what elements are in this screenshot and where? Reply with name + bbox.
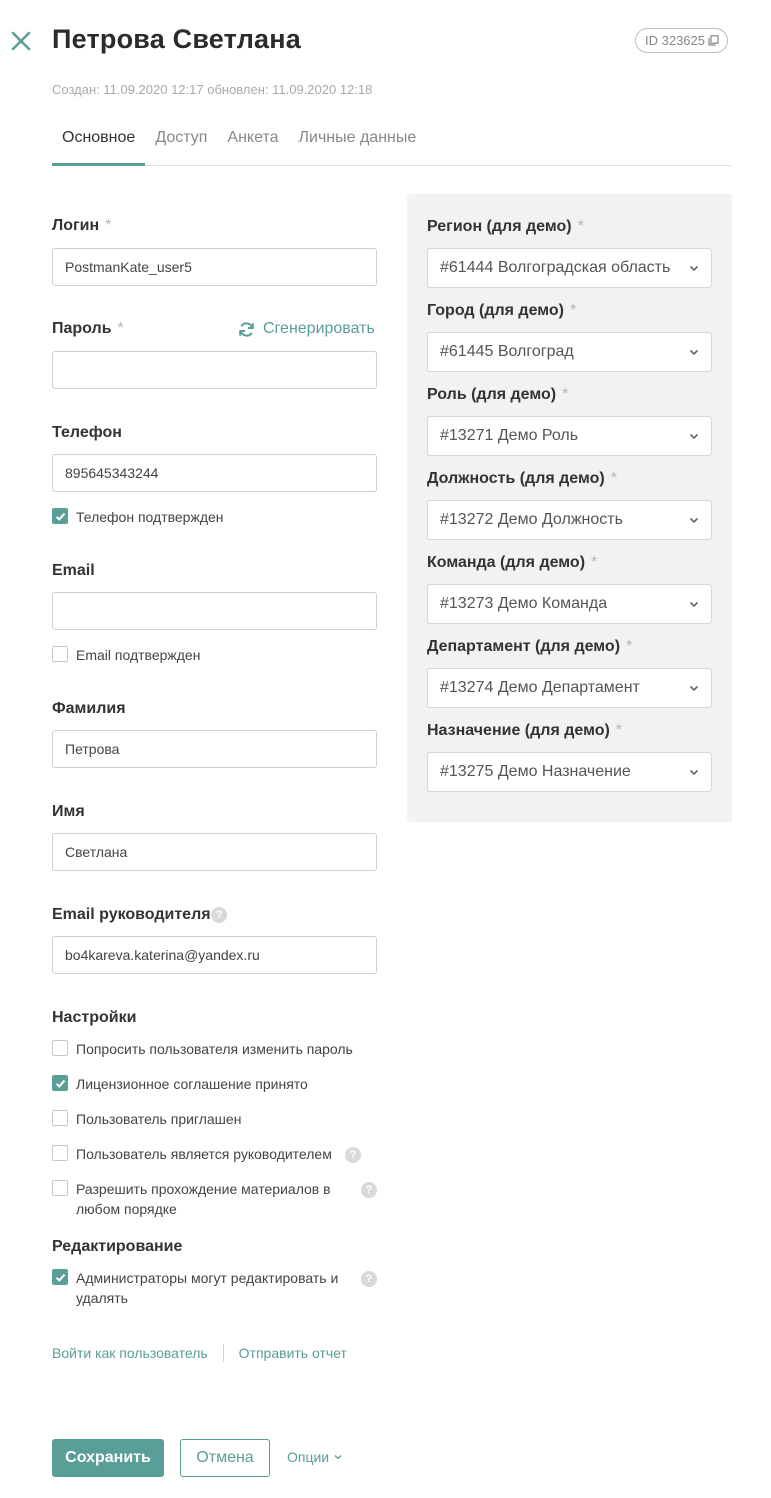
login-label xyxy=(52,217,111,235)
link-divider xyxy=(223,1344,224,1362)
position-label xyxy=(427,470,617,488)
checkbox-unchecked[interactable] xyxy=(52,646,68,662)
editing-title: Редактирование xyxy=(52,1238,183,1255)
city-label-text: Город (для демо) xyxy=(427,302,564,319)
login-input[interactable] xyxy=(52,248,377,286)
team-label-text: Команда (для демо) xyxy=(427,554,586,571)
password-label xyxy=(52,320,124,338)
setting-label: Пользователь является руководителем xyxy=(76,1146,332,1162)
generate-password-link[interactable] xyxy=(238,320,375,338)
refresh-icon xyxy=(238,321,255,338)
checkbox-unchecked[interactable] xyxy=(52,1180,68,1196)
tab-main[interactable]: Основное xyxy=(52,118,145,166)
setting-label: Разрешить прохождение материалов в любом порядке xyxy=(76,1181,331,1217)
help-icon[interactable]: ? xyxy=(211,907,227,923)
close-icon[interactable] xyxy=(10,30,32,52)
chevron-down-icon xyxy=(689,431,699,441)
bottom-links xyxy=(52,1344,347,1362)
required-mark: * xyxy=(577,218,584,235)
team-label xyxy=(427,554,597,572)
last-name-input[interactable] xyxy=(52,730,377,768)
page-title: Петрова Светлана xyxy=(52,24,301,54)
last-name-label: Фамилия xyxy=(52,700,126,717)
chevron-down-icon xyxy=(689,683,699,693)
login-label-text: Логин xyxy=(52,217,100,234)
password-label-text: Пароль xyxy=(52,320,112,337)
help-icon[interactable]: ? xyxy=(361,1182,377,1198)
department-select[interactable] xyxy=(427,668,712,708)
tab-questionnaire[interactable]: Анкета xyxy=(227,129,279,146)
setting-ask-change-password[interactable] xyxy=(52,1039,353,1059)
setting-user-is-manager[interactable] xyxy=(52,1144,332,1164)
chevron-down-icon xyxy=(689,515,699,525)
checkbox-unchecked[interactable] xyxy=(52,1145,68,1161)
chevron-down-icon xyxy=(689,263,699,273)
chevron-down-icon xyxy=(334,1453,342,1461)
tab-personal-data[interactable]: Личные данные xyxy=(298,129,417,146)
required-mark: * xyxy=(117,320,124,337)
region-label-text: Регион (для демо) xyxy=(427,218,572,235)
role-label-text: Роль (для демо) xyxy=(427,386,557,403)
role-label xyxy=(427,386,568,404)
setting-label: Пользователь приглашен xyxy=(76,1111,242,1127)
required-mark: * xyxy=(591,554,598,571)
team-value: #13273 Демо Команда xyxy=(440,595,608,612)
cancel-button[interactable]: Отмена xyxy=(180,1439,270,1477)
editing-label: Администраторы могут редактировать и удалять xyxy=(76,1270,339,1306)
settings-title: Настройки xyxy=(52,1009,137,1026)
setting-label: Попросить пользователя изменить пароль xyxy=(76,1041,353,1057)
chevron-down-icon xyxy=(689,767,699,777)
manager-email-input[interactable] xyxy=(52,936,377,974)
tab-access[interactable]: Доступ xyxy=(155,129,208,146)
tab-bar xyxy=(52,118,732,166)
check-icon xyxy=(55,1078,66,1089)
assignment-label xyxy=(427,722,622,740)
assignment-value: #13275 Демо Назначение xyxy=(440,763,631,780)
password-input[interactable] xyxy=(52,351,377,389)
required-mark: * xyxy=(562,386,569,403)
setting-user-invited[interactable] xyxy=(52,1109,241,1129)
department-value: #13274 Демо Департамент xyxy=(440,679,640,696)
send-report-link[interactable]: Отправить отчет xyxy=(238,1345,347,1361)
required-mark: * xyxy=(626,638,633,655)
role-select[interactable] xyxy=(427,416,712,456)
check-icon xyxy=(55,511,66,522)
login-as-user-link[interactable]: Войти как пользователь xyxy=(52,1345,208,1361)
position-select[interactable] xyxy=(427,500,712,540)
position-value: #13272 Демо Должность xyxy=(440,511,623,528)
assignment-label-text: Назначение (для демо) xyxy=(427,722,610,739)
city-select[interactable] xyxy=(427,332,712,372)
checkbox-unchecked[interactable] xyxy=(52,1110,68,1126)
email-confirmed-label: Email подтвержден xyxy=(76,647,201,663)
checkbox-checked[interactable] xyxy=(52,1269,68,1285)
required-mark: * xyxy=(569,302,577,319)
phone-label: Телефон xyxy=(52,424,122,441)
first-name-label: Имя xyxy=(52,803,85,820)
required-mark: * xyxy=(105,217,112,234)
region-select[interactable] xyxy=(427,248,712,288)
options-label: Опции xyxy=(287,1449,330,1465)
created-updated-meta: Создан: 11.09.2020 12:17 обновлен: 11.09.2020 12:18 xyxy=(52,82,373,97)
editing-admins-can-edit[interactable] xyxy=(52,1268,347,1308)
required-mark: * xyxy=(615,722,623,739)
check-icon xyxy=(55,1272,66,1283)
department-label-text: Департамент (для демо) xyxy=(427,638,621,655)
department-label xyxy=(427,638,632,656)
position-label-text: Должность (для демо) xyxy=(427,470,605,487)
help-icon[interactable]: ? xyxy=(345,1147,361,1163)
email-label: Email xyxy=(52,562,95,579)
checkbox-checked[interactable] xyxy=(52,1075,68,1091)
phone-input[interactable] xyxy=(52,454,377,492)
first-name-input[interactable] xyxy=(52,833,377,871)
chevron-down-icon xyxy=(689,347,699,357)
region-label xyxy=(427,218,584,236)
generate-password-label: Сгенерировать xyxy=(263,320,375,337)
required-mark: * xyxy=(610,470,617,487)
checkbox-unchecked[interactable] xyxy=(52,1040,68,1056)
phone-confirmed-label: Телефон подтвержден xyxy=(76,509,224,525)
id-badge-label: ID 323625 xyxy=(645,33,705,48)
help-icon[interactable]: ? xyxy=(361,1271,377,1287)
email-input[interactable] xyxy=(52,592,377,630)
setting-label: Лицензионное соглашение принято xyxy=(76,1076,308,1092)
assignment-select[interactable] xyxy=(427,752,712,792)
setting-license-accepted[interactable] xyxy=(52,1074,308,1094)
setting-any-order[interactable] xyxy=(52,1179,332,1219)
city-label xyxy=(427,302,576,320)
chevron-down-icon xyxy=(689,599,699,609)
role-value: #13271 Демо Роль xyxy=(440,427,579,444)
id-badge[interactable] xyxy=(635,28,728,53)
city-value: #61445 Волгоград xyxy=(440,343,574,360)
copy-icon xyxy=(708,35,719,46)
save-button[interactable]: Сохранить xyxy=(52,1439,164,1477)
options-dropdown[interactable] xyxy=(287,1449,342,1465)
region-value: #61444 Волгоградская область xyxy=(440,259,671,276)
manager-email-label: Email руководителя xyxy=(52,906,211,923)
email-confirmed-checkbox[interactable] xyxy=(52,645,200,665)
checkbox-checked[interactable] xyxy=(52,508,68,524)
phone-confirmed-checkbox[interactable] xyxy=(52,507,224,527)
team-select[interactable] xyxy=(427,584,712,624)
